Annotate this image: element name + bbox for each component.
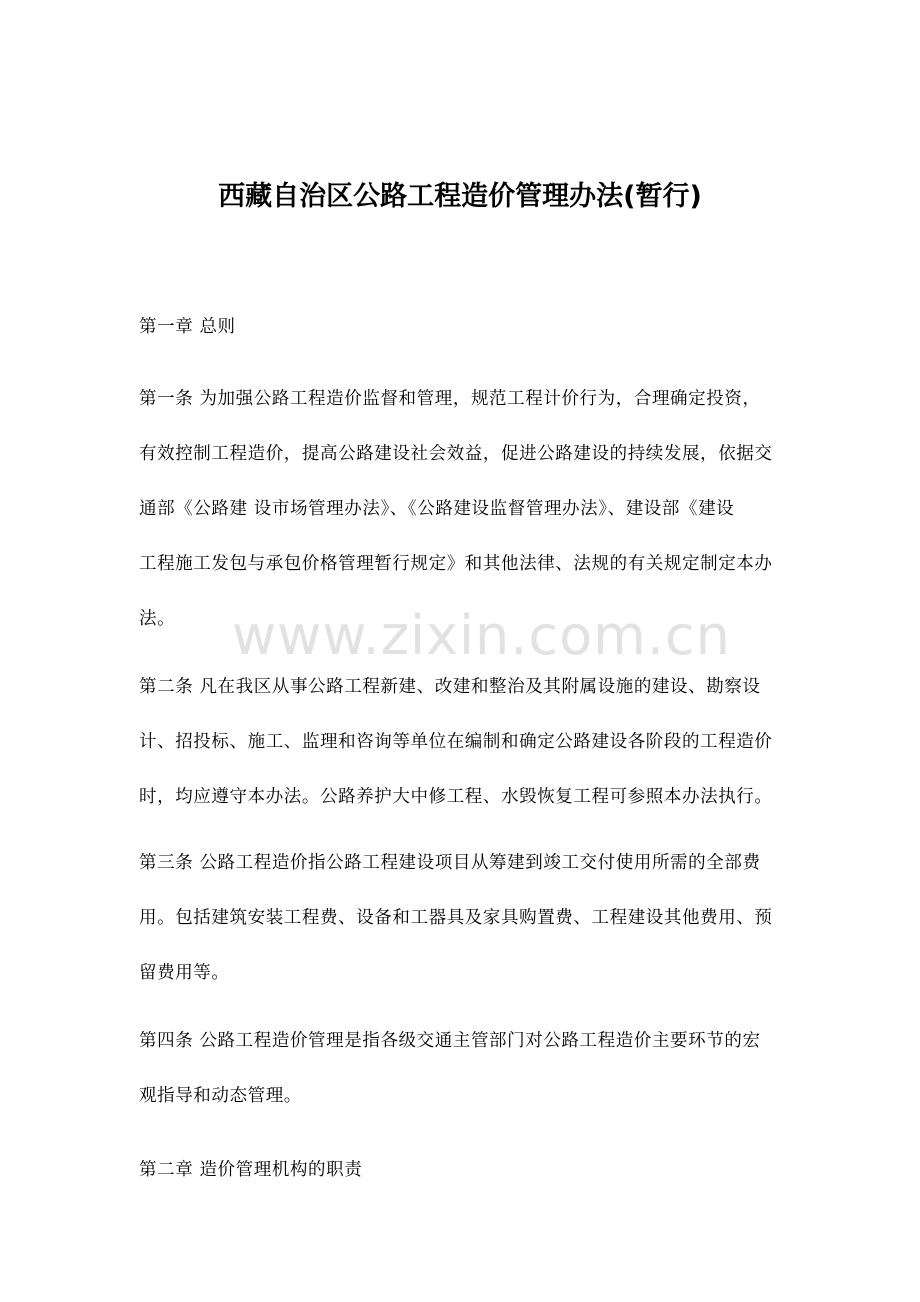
document-title: 西藏自治区公路工程造价管理办法(暂行) [218,181,702,212]
text-line: 观指导和动态管理。 [139,1086,302,1106]
text-line: 有效控制工程造价，提高公路建设社会效益，促进公路建设的持续发展，依据交 [139,444,773,464]
text-line: 用。包括建筑安装工程费、设备和工器具及家具购置费、工程建设其他费用、预 [139,908,773,928]
chapter-heading-1 [139,300,789,355]
text-line: 第三条 公路工程造价指公路工程建设项目从筹建到竣工交付使用所需的全部费 [139,853,761,873]
text-line: 留费用等。 [139,963,230,983]
text-line: 第一条 为加强公路工程造价监督和管理，规范工程计价行为，合理确定投资， [139,389,761,409]
article-1 [139,372,789,647]
text-line: 工程施工发包与承包价格管理暂行规定》和其他法律、法规的有关规定制定本办 [139,554,773,574]
text-line: 第二章 造价管理机构的职责 [139,1160,363,1180]
article-3 [139,836,789,1001]
text-line: 第二条 凡在我区从事公路工程新建、改建和整治及其附属设施的建设、勘察设 [139,677,761,697]
text-line: 第一章 总则 [139,317,236,337]
text-line: 法。 [139,609,176,629]
article-2 [139,660,789,825]
text-line: 计、招投标、施工、监理和咨询等单位在编制和确定公路建设各阶段的工程造价 [139,732,773,752]
text-line: 第四条 公路工程造价管理是指各级交通主管部门对公路工程造价主要环节的宏 [139,1031,761,1051]
text-line: 通部《公路建 设市场管理办法》、《公路建设监督管理办法》、建设部《建设 [139,499,735,519]
article-4 [139,1014,789,1124]
chapter-heading-2 [139,1143,789,1198]
watermark: www.zixin.com.cn [232,604,731,667]
text-line: 时，均应遵守本办法。公路养护大中修工程、水毁恢复工程可参照本办法执行。 [139,787,773,807]
